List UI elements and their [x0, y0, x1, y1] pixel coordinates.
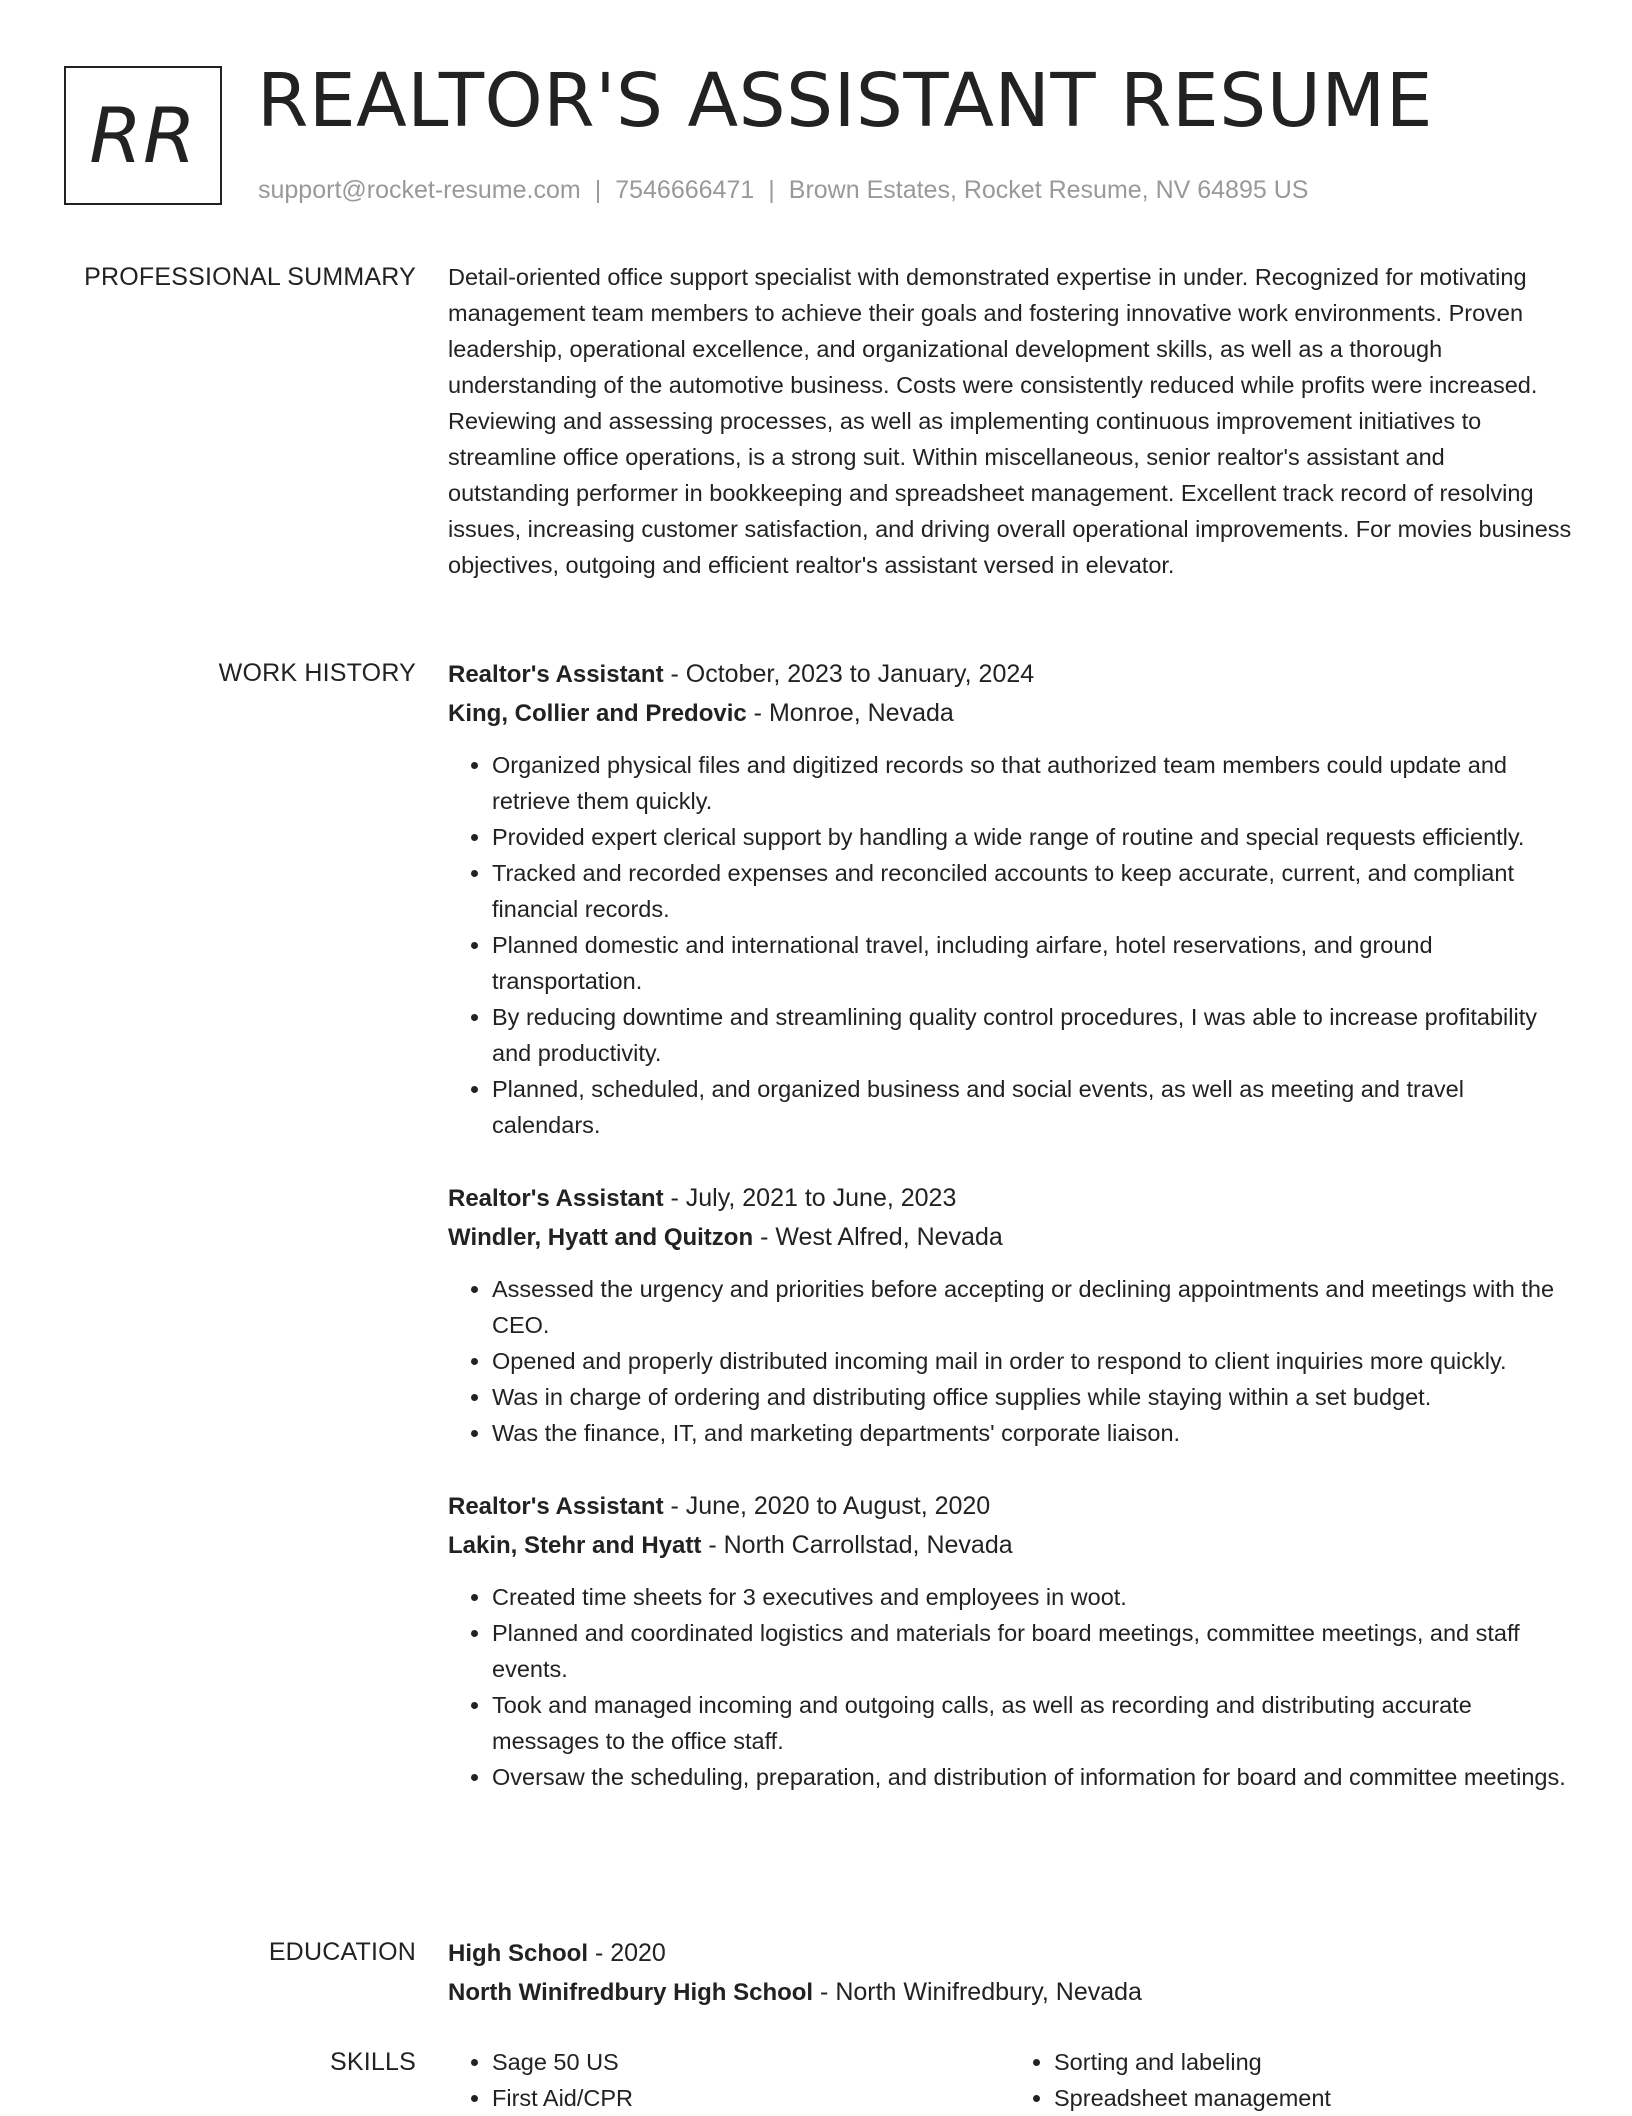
contact-separator: |: [594, 176, 602, 204]
job-company-line: [448, 1218, 1572, 1257]
job-title-line: [448, 655, 1572, 694]
education-degree: High School: [448, 1940, 588, 1967]
job-title-line: [448, 1179, 1572, 1218]
job-bullet: • Organized physical files and digitized records so that authorized team members could update and retrieve them quickly.: [492, 747, 1572, 819]
job-entry: [448, 1179, 1572, 1451]
job-bullets: [448, 1271, 1572, 1451]
skill-item: • First Aid/CPR: [492, 2080, 1010, 2116]
summary-text: Detail-oriented office support specialist with demonstrated expertise in under. Recognized for motivating management team members to achieve their goals and fostering innovative work environments. Proven leadership, operational excellence, and organizational development skills, as well as a thorough understanding of the automotive business. Costs were consistently reduced while profits were increased. Reviewing and assessing processes, as well as implementing continuous improvement initiatives to streamline office operations, is a strong suit. Within miscellaneous, senior realtor's assistant and outstanding performer in bookkeeping and spreadsheet management. Excellent track record of resolving issues, increasing customer satisfaction, and driving overall operational improvements. For movies business objectives, outgoing and efficient realtor's assistant versed in elevator.: [448, 264, 1572, 578]
job-bullets: [448, 1579, 1572, 1795]
monogram-logo: [64, 66, 222, 205]
contact-address: Brown Estates, Rocket Resume, NV 64895 US: [788, 176, 1309, 204]
skills-column-right: [1010, 2044, 1572, 2116]
job-location: - Monroe, Nevada: [746, 699, 954, 727]
job-bullet: • Tracked and recorded expenses and reconciled accounts to keep accurate, current, and compliant financial records.: [492, 855, 1572, 927]
education-school-line: [448, 1973, 1572, 2012]
skills-grid: [448, 2044, 1572, 2116]
job-location: - North Carrollstad, Nevada: [701, 1531, 1013, 1559]
job-bullet: • Provided expert clerical support by handling a wide range of routine and special requests efficiently.: [492, 819, 1572, 855]
education-location: - North Winifredbury, Nevada: [813, 1978, 1142, 2006]
job-company-line: [448, 694, 1572, 733]
job-location: - West Alfred, Nevada: [753, 1223, 1003, 1251]
job-dates: - June, 2020 to August, 2020: [663, 1492, 991, 1520]
skills-column-left: [448, 2044, 1010, 2116]
skill-item: • Spreadsheet management: [1054, 2080, 1572, 2116]
skill-item: • Sage 50 US: [492, 2044, 1010, 2080]
job-title-line: [448, 1487, 1572, 1526]
job-title: Realtor's Assistant: [448, 661, 664, 688]
page-title: REALTOR'S ASSISTANT RESUME: [257, 58, 1433, 144]
job-bullet: • Oversaw the scheduling, preparation, and distribution of information for board and committee meetings.: [492, 1759, 1572, 1795]
contact-line: [258, 172, 1308, 208]
job-dates: - October, 2023 to January, 2024: [663, 660, 1035, 688]
job-company-line: [448, 1526, 1572, 1565]
section-heading-education: EDUCATION: [268, 1938, 416, 1966]
job-bullet: • Assessed the urgency and priorities before accepting or declining appointments and meetings with the CEO.: [492, 1271, 1572, 1343]
job-title: Realtor's Assistant: [448, 1185, 664, 1212]
job-bullets: [448, 747, 1572, 1143]
job-bullet: • Planned, scheduled, and organized business and social events, as well as meeting and travel calendars.: [492, 1071, 1572, 1143]
education-year: - 2020: [588, 1939, 666, 1967]
job-bullet: • Planned and coordinated logistics and materials for board meetings, committee meetings, and staff events.: [492, 1615, 1572, 1687]
job-list: [448, 655, 1572, 1831]
education-degree-line: [448, 1934, 1572, 1973]
job-entry: [448, 1487, 1572, 1795]
job-bullet: • Took and managed incoming and outgoing calls, as well as recording and distributing accurate messages to the office staff.: [492, 1687, 1572, 1759]
skill-item: • Sorting and labeling: [1054, 2044, 1572, 2080]
section-heading-summary: PROFESSIONAL SUMMARY: [84, 263, 416, 291]
job-bullet: • Was in charge of ordering and distributing office supplies while staying within a set budget.: [492, 1379, 1572, 1415]
job-dates: - July, 2021 to June, 2023: [663, 1184, 957, 1212]
contact-email: support@rocket-resume.com: [258, 176, 581, 204]
job-bullet: • Opened and properly distributed incoming mail in order to respond to client inquiries more quickly.: [492, 1343, 1572, 1379]
section-heading-skills: SKILLS: [330, 2048, 416, 2076]
job-company: King, Collier and Predovic: [448, 700, 747, 727]
job-company: Lakin, Stehr and Hyatt: [448, 1532, 702, 1559]
monogram-initials: RR: [89, 91, 197, 180]
job-title: Realtor's Assistant: [448, 1493, 664, 1520]
job-company: Windler, Hyatt and Quitzon: [448, 1224, 754, 1251]
job-entry: [448, 655, 1572, 1143]
contact-phone: 7546666471: [615, 176, 755, 204]
job-bullet: • Planned domestic and international travel, including airfare, hotel reservations, and ground transportation.: [492, 927, 1572, 999]
section-heading-work-history: WORK HISTORY: [218, 659, 416, 687]
education-school: North Winifredbury High School: [448, 1979, 814, 2006]
contact-separator: |: [768, 176, 775, 204]
job-bullet: • Created time sheets for 3 executives and employees in woot.: [492, 1579, 1572, 1615]
job-bullet: • By reducing downtime and streamlining quality control procedures, I was able to increase profitability and productivity.: [492, 999, 1572, 1071]
job-bullet: • Was the finance, IT, and marketing departments' corporate liaison.: [492, 1415, 1572, 1451]
